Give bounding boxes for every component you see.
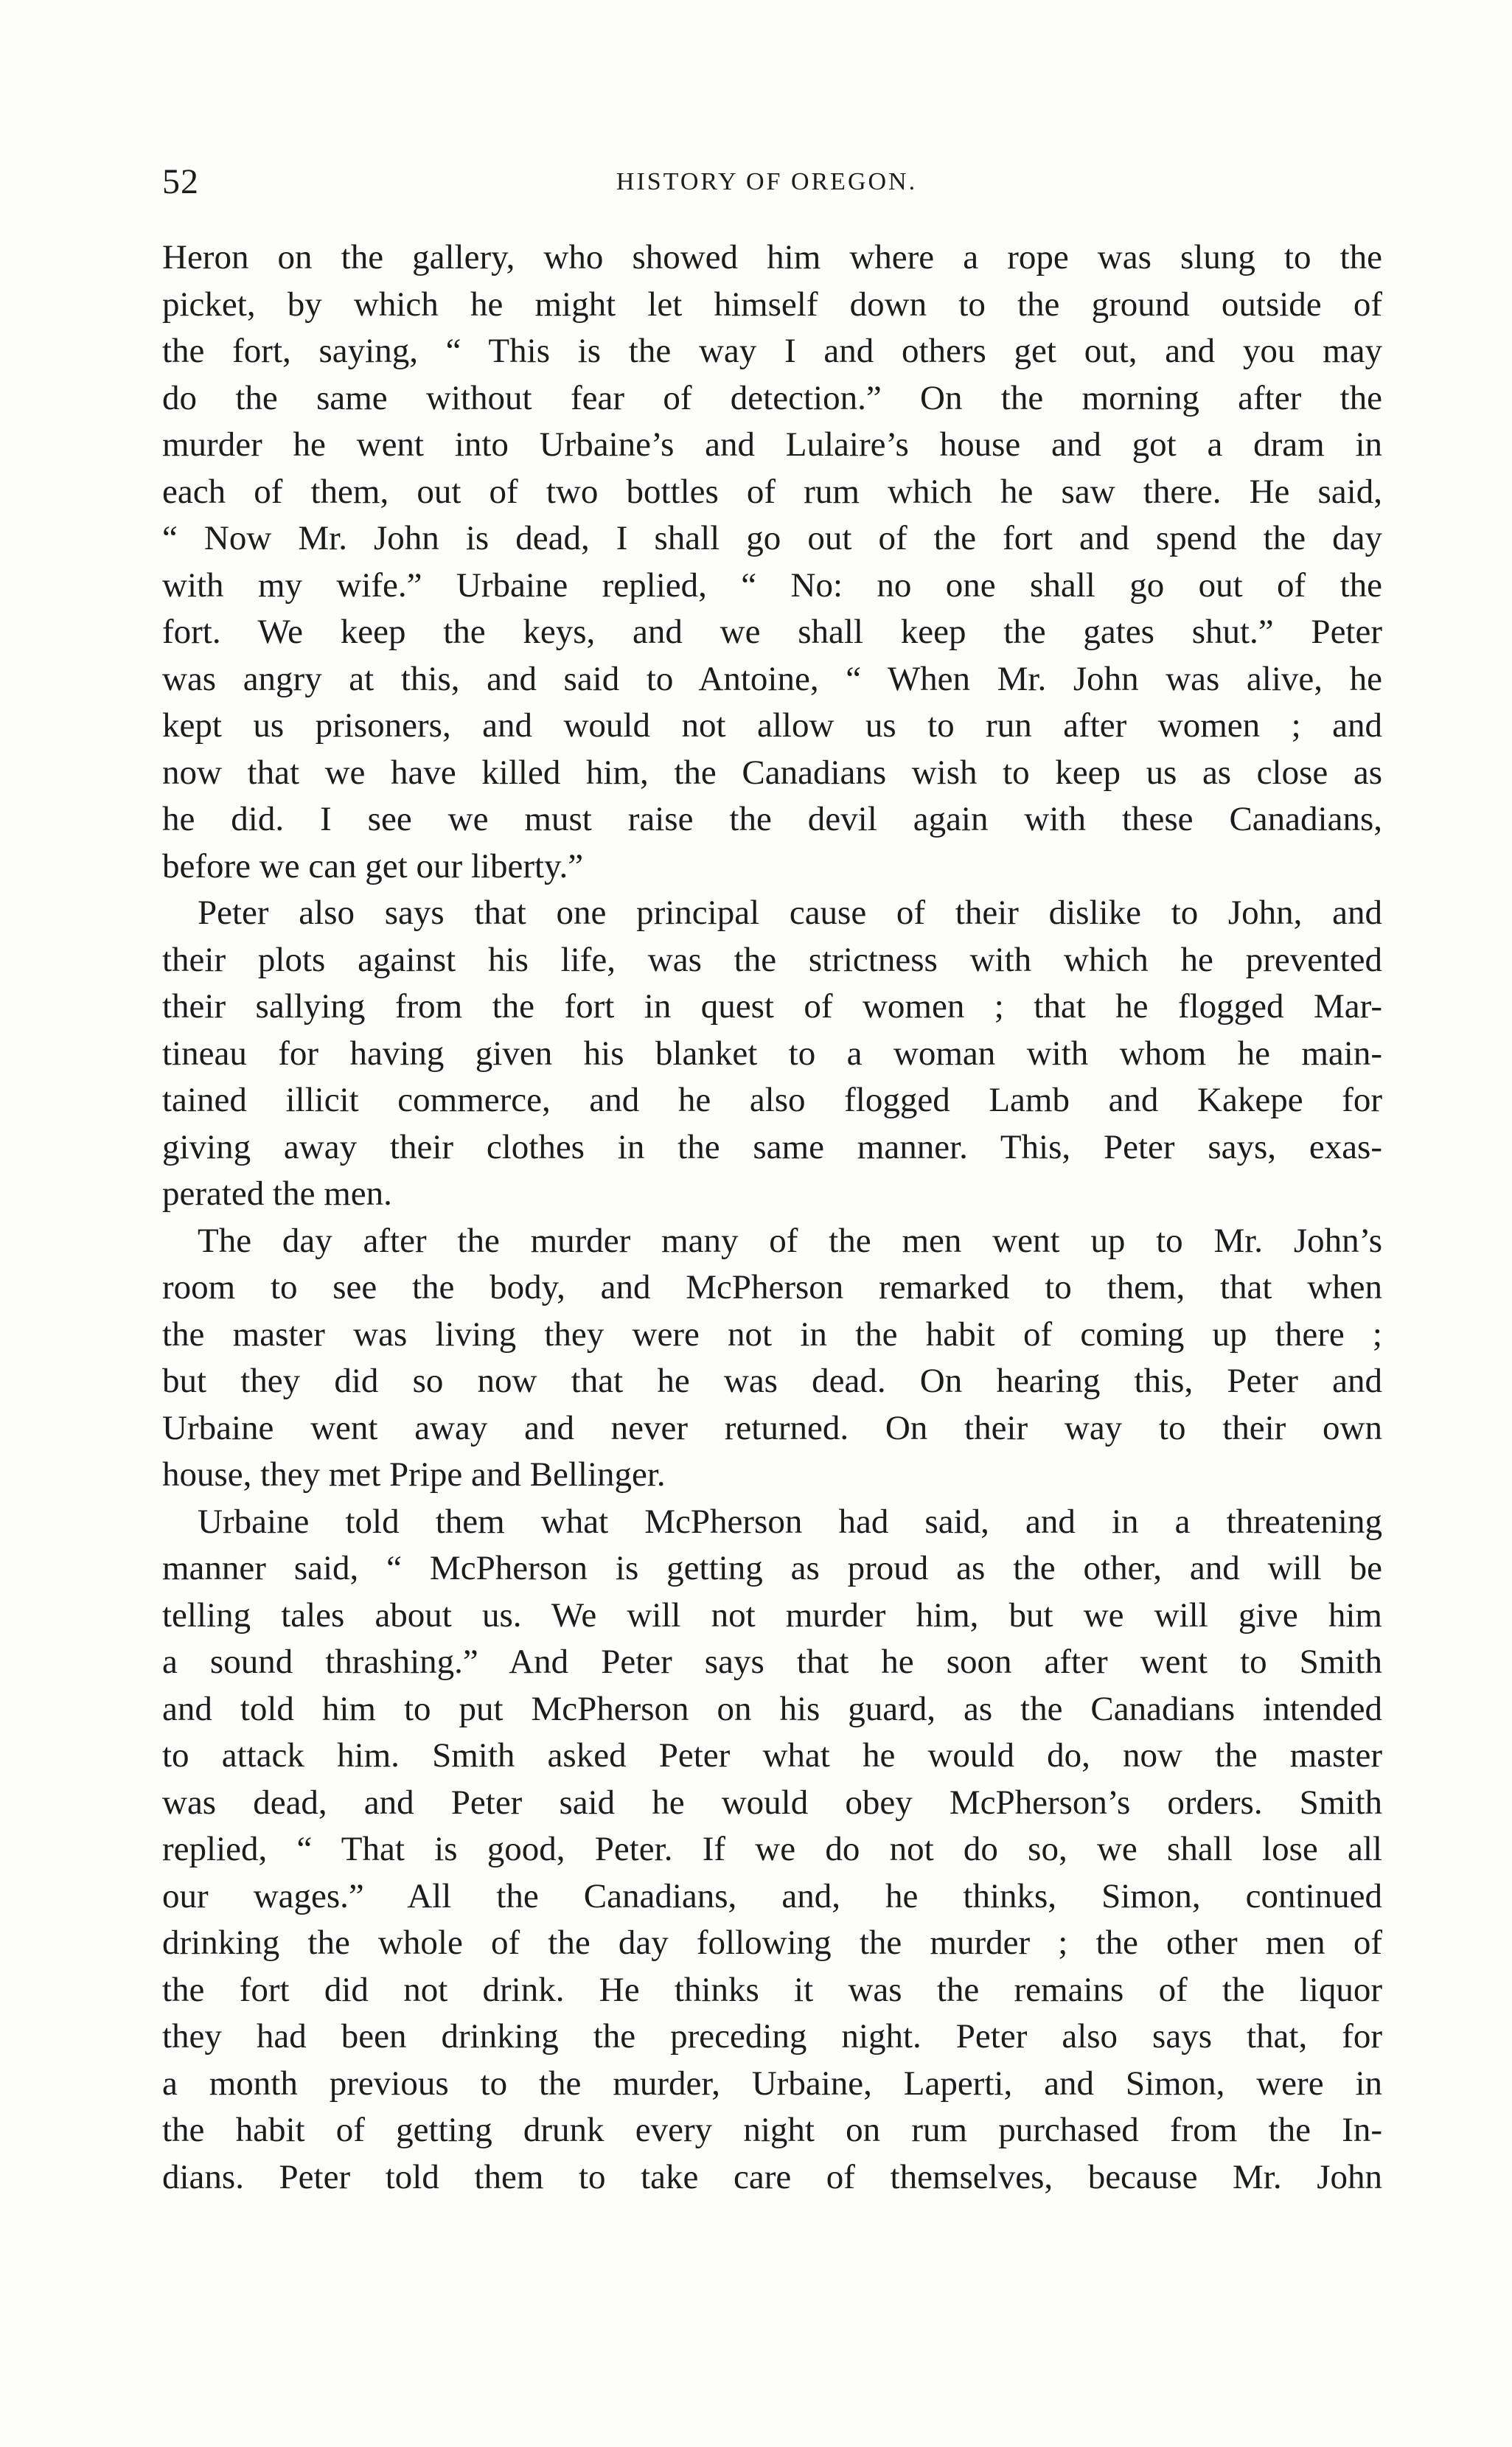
paragraph-end-line: house, they met Pripe and Bellinger. [162, 1455, 666, 1494]
text-line: telling tales about us. We will not murder him, but we will give him [162, 1595, 1382, 1635]
paragraph-end-line: perated the men. [162, 1174, 392, 1213]
text-line: murder he went into Urbaine’s and Lulaire’s house and got a dram in [162, 425, 1382, 464]
text-line: picket, by which he might let himself down to the ground outside of [162, 285, 1382, 324]
text-line: and told him to put McPherson on his guard, as the Canadians intended [162, 1689, 1382, 1728]
text-line: with my wife.” Urbaine replied, “ No: no one shall go out of the [162, 565, 1382, 605]
paragraph-start-line: The day after the murder many of the men went up to Mr. John’s [198, 1221, 1382, 1260]
text-line: manner said, “ McPherson is getting as proud as the other, and will be [162, 1549, 1382, 1587]
text-line: drinking the whole of the day following the murder ; the other men of [162, 1924, 1382, 1962]
text-line: their sallying from the fort in quest of women ; that he flogged Mar- [162, 987, 1382, 1026]
paragraph-start-line: Peter also says that one principal cause of their dislike to John, and [198, 894, 1382, 932]
text-line: a sound thrashing.” And Peter says that he soon after went to Smith [162, 1643, 1382, 1681]
text-line: a month previous to the murder, Urbaine, Laperti, and Simon, were in [162, 2064, 1382, 2103]
text-line: but they did so now that he was dead. On hearing this, Peter and [162, 1362, 1382, 1400]
page-header [162, 156, 1382, 208]
text-line: tained illicit commerce, and he also flogged Lamb and Kakepe for [162, 1081, 1382, 1119]
text-line: they had been drinking the preceding night. Peter also says that, for [162, 2017, 1382, 2056]
text-line: room to see the body, and McPherson remarked to them, that when [162, 1268, 1382, 1306]
text-line: now that we have killed him, the Canadians wish to keep us as close as [162, 753, 1382, 792]
running-title: HISTORY OF OREGON. [616, 168, 918, 195]
text-line: kept us prisoners, and would not allow us to run after women ; and [162, 706, 1382, 745]
text-line: fort. We keep the keys, and we shall keep the gates shut.” Peter [162, 613, 1382, 651]
text-line: giving away their clothes in the same manner. This, Peter says, exas- [162, 1127, 1382, 1166]
text-line: dians. Peter told them to take care of themselves, because Mr. John [162, 2157, 1382, 2196]
text-line: our wages.” All the Canadians, and, he thinks, Simon, continued [162, 1876, 1382, 1915]
text-line: the habit of getting drunk every night on rum purchased from the In- [162, 2111, 1382, 2149]
text-line: the master was living they were not in the habit of coming up there ; [162, 1315, 1382, 1354]
text-line: their plots against his life, was the strictness with which he prevented [162, 940, 1382, 979]
text-line: do the same without fear of detection.” On the morning after the [162, 378, 1382, 417]
text-line: replied, “ That is good, Peter. If we do not do so, we shall lose all [162, 1830, 1382, 1868]
page-number: 52 [162, 162, 199, 201]
text-line: Heron on the gallery, who showed him where a rope was slung to the [162, 238, 1382, 276]
text-line: was dead, and Peter said he would obey McPherson’s orders. Smith [162, 1783, 1382, 1822]
text-line: the fort did not drink. He thinks it was the remains of the liquor [162, 1970, 1382, 2009]
paragraph-end-line: before we can get our liberty.” [162, 846, 584, 885]
text-line: Urbaine went away and never returned. On their way to their own [162, 1408, 1382, 1447]
text-line: the fort, saying, “ This is the way I and others get out, and you may [162, 332, 1382, 370]
body-text [162, 234, 1382, 2201]
text-line: each of them, out of two bottles of rum which he saw there. He said, [162, 472, 1382, 511]
text-line: to attack him. Smith asked Peter what he would do, now the master [162, 1736, 1382, 1775]
text-line: “ Now Mr. John is dead, I shall go out of the fort and spend the day [162, 519, 1382, 557]
text-line: he did. I see we must raise the devil again with these Canadians, [162, 800, 1382, 838]
text-line: tineau for having given his blanket to a woman with whom he main- [162, 1034, 1382, 1073]
paragraph-start-line: Urbaine told them what McPherson had said, and in a threatening [198, 1502, 1382, 1541]
text-line: was angry at this, and said to Antoine, “ When Mr. John was alive, he [162, 659, 1382, 698]
